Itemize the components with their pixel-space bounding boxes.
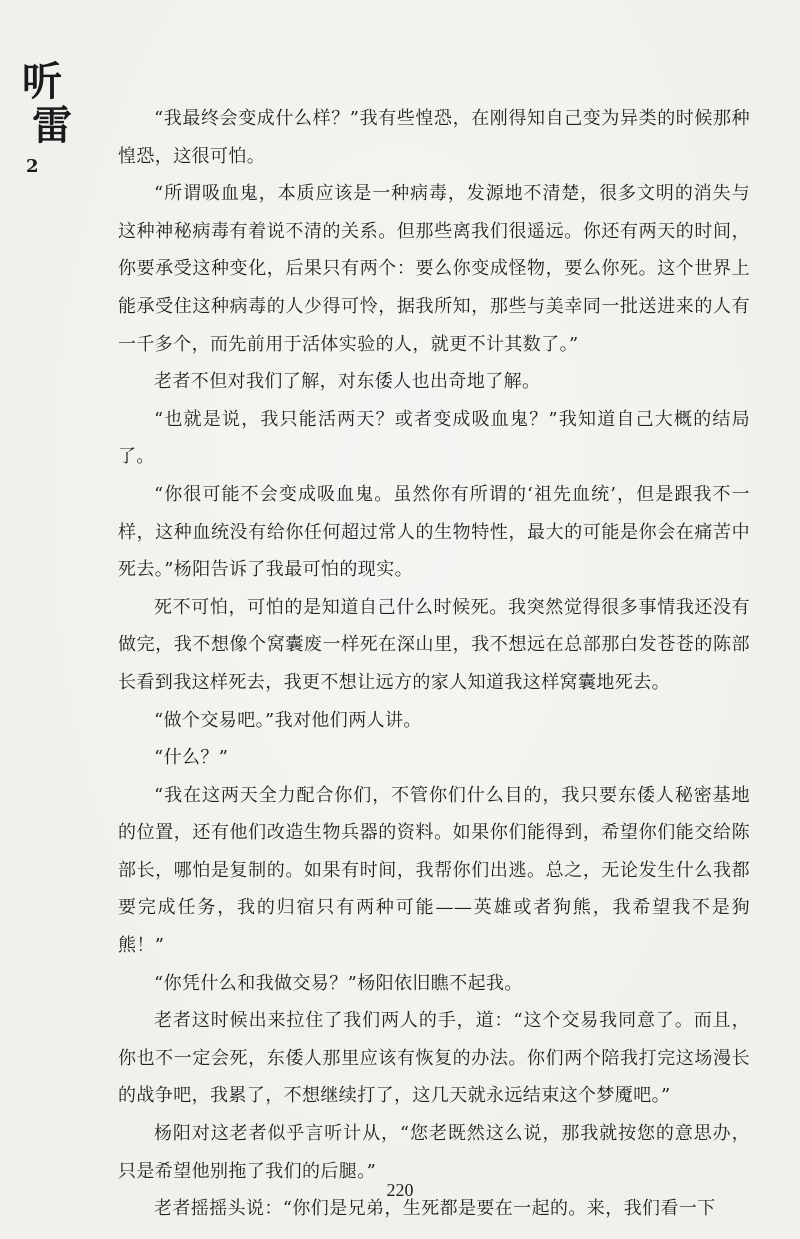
book-volume-number: 2 — [26, 156, 39, 177]
paragraph: “你很可能不会变成吸血鬼。虽然你有所谓的‘祖先血统’，但是跟我不一样，这种血统没有给你任何超过常人的生物特性，最大的可能是你会在痛苦中死去。”杨阳告诉了我最可怕的现实。 — [118, 483, 750, 581]
paragraph: 老者这时候出来拉住了我们两人的手，道：“这个交易我同意了。而且，你也不一定会死，东倭人那里应该有恢复的办法。你们两个陪我打完这场漫长的战争吧，我累了，不想继续打了，这几天就永远结束这个梦魇吧。” — [118, 1010, 750, 1107]
paragraph: “你凭什么和我做交易？”杨阳依旧瞧不起我。 — [154, 972, 523, 994]
paragraph: 杨阳对这老者似乎言听计从，“您老既然这么说，那我就按您的意思办，只是希望他别拖了我们的后腿。” — [118, 1123, 750, 1182]
book-title-char-1: 听 — [22, 58, 62, 105]
paragraph: “所谓吸血鬼，本质应该是一种病毒，发源地不清楚，很多文明的消失与这种神秘病毒有着说不清的关系。但那些离我们很遥远。你还有两天的时间，你要承受这种变化，后果只有两个：要么你变成怪物，要么你死。这个世界上能承受住这种病毒的人少得可怜，据我所知，那些与美幸同一批送进来的人有一千多个，而先前用于活体实验的人，就更不计其数了。” — [118, 183, 750, 355]
book-title-char-2: 雷 — [32, 102, 72, 149]
body-text — [118, 100, 750, 1228]
paragraph: 死不可怕，可怕的是知道自己什么时候死。我突然觉得很多事情我还没有做完，我不想像个窝囊废一样死在深山里，我不想远在总部那白发苍苍的陈部长看到我这样死去，我更不想让远方的家人知道我这样窝囊地死去。 — [118, 596, 750, 693]
paragraph: “我最终会变成什么样？”我有些惶恐，在刚得知自己变为异类的时候那种惶恐，这很可怕。 — [118, 108, 750, 167]
paragraph: “我在这两天全力配合你们，不管你们什么目的，我只要东倭人秘密基地的位置，还有他们改造生物兵器的资料。如果你们能得到，希望你们能交给陈部长，哪怕是复制的。如果有时间，我帮你们出逃。总之，无论发生什么我都要完成任务，我的归宿只有两种可能——英雄或者狗熊，我希望我不是狗熊！” — [118, 784, 750, 957]
paragraph: 老者摇摇头说：“你们是兄弟，生死都是要在一起的。来，我们看一下 — [154, 1198, 716, 1220]
paragraph: 老者不但对我们了解，对东倭人也出奇地了解。 — [154, 371, 541, 393]
paragraph: “什么？” — [154, 747, 229, 769]
page-number: 220 — [386, 1180, 414, 1200]
paragraph: “也就是说，我只能活两天？或者变成吸血鬼？”我知道自己大概的结局了。 — [118, 408, 750, 468]
paragraph: “做个交易吧。”我对他们两人讲。 — [154, 709, 422, 731]
book-title-vertical — [22, 60, 82, 177]
